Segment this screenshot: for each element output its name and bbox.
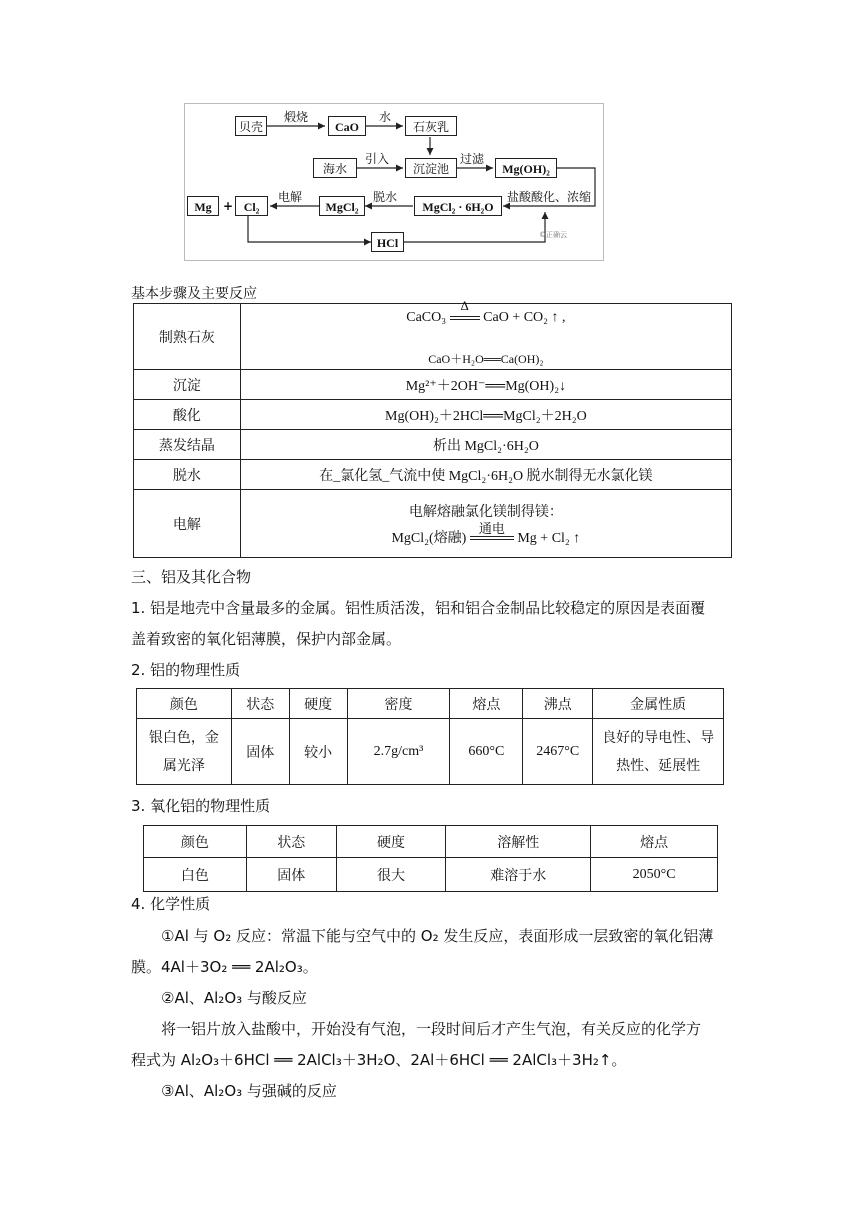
- cell: [137, 719, 232, 785]
- table-row: [134, 490, 732, 558]
- paragraph-line: 1. 铝是地壳中含量最多的金属。铝性质活泼，铝和铝合金制品比较稳定的原因是表面覆: [131, 599, 706, 617]
- node-seawater: 海水: [313, 158, 357, 178]
- step-cell: 制熟石灰: [134, 304, 241, 370]
- section-heading: 三、铝及其化合物: [131, 568, 252, 586]
- cell: 难溶于水: [446, 858, 591, 892]
- equation-cell: 在_氯化氢_气流中使 MgCl₂·6H₂O 脱水制得无水氯化镁: [240, 460, 731, 490]
- node-hcl: HCl: [371, 232, 404, 252]
- al-properties-table: [136, 688, 724, 785]
- equation-cell: Mg²⁺＋2OH⁻══Mg(OH)₂↓: [240, 370, 731, 400]
- subsection-heading: 4. 化学性质: [131, 895, 211, 913]
- equation-cell: [240, 490, 731, 558]
- header-cell: 金属性质: [593, 689, 724, 719]
- step-cell: 酸化: [134, 400, 241, 430]
- node-mgcl2: MgCl₂: [319, 196, 365, 216]
- equation-part: CaO + CO₂ ↑ ,: [483, 310, 566, 325]
- paragraph-line: 盖着致密的氧化铝薄膜，保护内部金属。: [131, 630, 402, 648]
- equation-part: MgCl₂(熔融): [391, 530, 467, 546]
- steps-heading: 基本步骤及主要反应: [131, 286, 257, 302]
- cell: 660°C: [450, 719, 523, 785]
- plus-sign: +: [223, 199, 234, 213]
- node-mgcl2-hydrate: MgCl₂ · 6H₂O: [414, 196, 502, 216]
- cell-line: 银白色，金: [148, 729, 219, 746]
- paragraph-line: ①Al 与 O₂ 反应：常温下能与空气中的 O₂ 发生反应，表面形成一层致密的氧化铝薄: [161, 927, 714, 945]
- cell: 固体: [231, 719, 289, 785]
- header-cell: 硬度: [336, 826, 446, 858]
- node-cao: CaO: [328, 116, 366, 136]
- step-cell: 沉淀: [134, 370, 241, 400]
- cell: 白色: [144, 858, 247, 892]
- cell: 很大: [336, 858, 446, 892]
- cell: 较小: [289, 719, 347, 785]
- header-cell: 颜色: [144, 826, 247, 858]
- cell: 2050°C: [591, 858, 718, 892]
- table-row: [144, 858, 718, 892]
- paragraph-line: ②Al、Al₂O₃ 与酸反应: [161, 989, 307, 1007]
- header-cell: 溶解性: [446, 826, 591, 858]
- equation-part: CaCO₃: [406, 310, 447, 325]
- table-row: [134, 460, 732, 490]
- table-header-row: [137, 689, 724, 719]
- table-row: [134, 400, 732, 430]
- node-mg: Mg: [187, 196, 219, 216]
- equation-cell: 析出 MgCl₂·6H₂O: [240, 430, 731, 460]
- header-cell: 熔点: [591, 826, 718, 858]
- cell: [593, 719, 724, 785]
- edge-dehydrate-label: 脱水: [373, 190, 398, 204]
- paragraph-line: 将一铝片放入盐酸中，开始没有气泡，一段时间后才产生气泡，有关反应的化学方: [161, 1020, 702, 1038]
- table-header-row: [144, 826, 718, 858]
- paragraph-line: ③Al、Al₂O₃ 与强碱的反应: [161, 1082, 337, 1100]
- header-cell: 颜色: [137, 689, 232, 719]
- cell-line: 热性、延展性: [616, 757, 701, 774]
- edge-calcine-label: 煅烧: [284, 110, 309, 124]
- node-cl2: Cl₂: [235, 196, 268, 216]
- cell: 2467°C: [523, 719, 593, 785]
- header-cell: 密度: [347, 689, 450, 719]
- watermark: ©正确云: [539, 231, 567, 239]
- subsection-heading: 3. 氧化铝的物理性质: [131, 797, 271, 815]
- cell-line: 良好的导电性、导: [602, 729, 715, 746]
- step-cell: 电解: [134, 490, 241, 558]
- edge-electrolysis-label: 电解: [278, 190, 303, 204]
- mg-extraction-flowchart: [184, 103, 604, 261]
- header-cell: 沸点: [523, 689, 593, 719]
- node-lime-milk: 石灰乳: [405, 116, 457, 136]
- equation-cell: [240, 297, 731, 370]
- header-cell: 状态: [231, 689, 289, 719]
- table-row: [134, 430, 732, 460]
- header-cell: 硬度: [289, 689, 347, 719]
- condition-heat: Δ: [460, 297, 469, 313]
- edge-filter-label: 过滤: [460, 152, 485, 166]
- equation-line: CaO＋H₂O══Ca(OH)₂: [428, 352, 544, 366]
- node-mgoh2: Mg(OH)₂: [495, 158, 557, 178]
- cell-line: 属光泽: [162, 757, 205, 774]
- table-row: [134, 304, 732, 370]
- paragraph-line: 程式为 Al₂O₃＋6HCl ══ 2AlCl₃＋3H₂O、2Al＋6HCl ══ 2AlCl₃＋3H₂↑。: [131, 1051, 627, 1069]
- step-cell: 脱水: [134, 460, 241, 490]
- node-settling-tank: 沉淀池: [405, 158, 457, 178]
- table-row: [137, 719, 724, 785]
- edge-acidify-label: 盐酸酸化、浓缩: [507, 190, 592, 204]
- header-cell: 熔点: [450, 689, 523, 719]
- equation-part: Mg + Cl₂ ↑: [517, 530, 581, 546]
- edge-water-label: 水: [379, 110, 392, 124]
- equation-title: 电解熔融氯化镁制得镁：: [408, 504, 563, 520]
- equation-cell: Mg(OH)₂＋2HCl══MgCl₂＋2H₂O: [240, 400, 731, 430]
- node-shell: 贝壳: [235, 116, 267, 136]
- condition-electricity: 通电: [478, 521, 505, 537]
- header-cell: 状态: [246, 826, 336, 858]
- paragraph-line: 膜。4Al＋3O₂ ══ 2Al₂O₃。: [131, 958, 318, 976]
- al2o3-properties-table: [143, 825, 718, 892]
- steps-table: [133, 297, 732, 558]
- cell: 2.7g/cm³: [347, 719, 450, 785]
- subsection-heading: 2. 铝的物理性质: [131, 661, 241, 679]
- cell: 固体: [246, 858, 336, 892]
- edge-introduce-label: 引入: [365, 152, 390, 166]
- step-cell: 蒸发结晶: [134, 430, 241, 460]
- table-row: [134, 370, 732, 400]
